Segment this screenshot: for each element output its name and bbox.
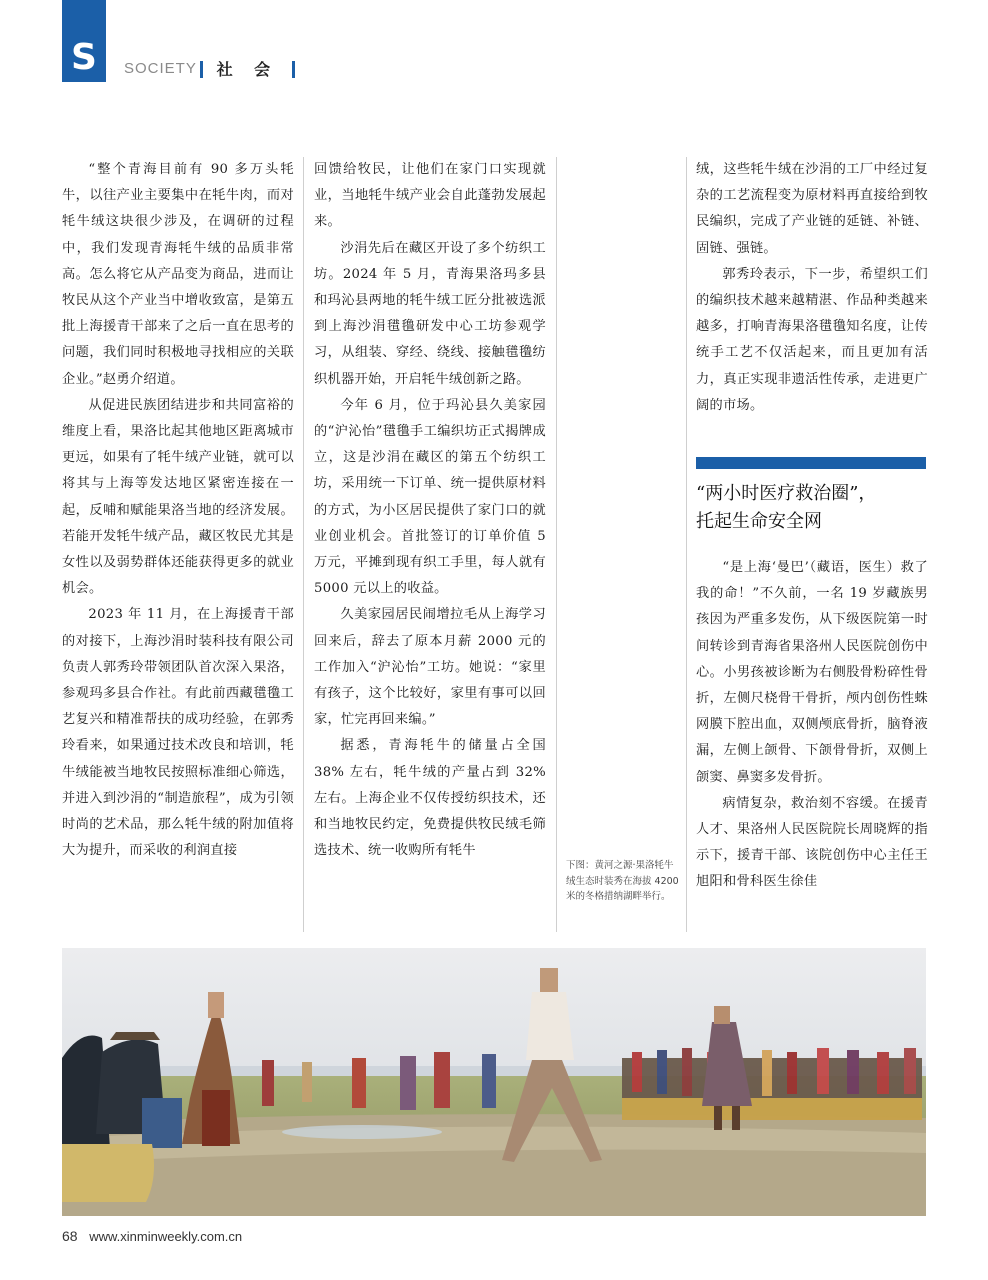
section-name-en: SOCIETY [124,60,197,77]
paragraph: 从促进民族团结进步和共同富裕的维度上看，果洛比起其他地区距离城市更远，如果有了牦牛绒产业链，就可以将其与上海等发达地区紧密连接在一起，反哺和赋能果洛当地的经济发展。若能开发牦牛绒产品，藏区牧民尤其是女性以及弱势群体还能获得更多的就业机会。 [62,397,294,597]
section-divider-right [292,61,295,78]
fashion-show-photo [62,948,926,1216]
section-name-zh [200,57,295,80]
subheading-bar [696,457,926,469]
paragraph: “是上海‘曼巴’（藏语，医生）救了我的命！”不久前，一名 19 岁藏族男孩因为严重多发伤，从下级医院第一时间转诊到青海省果洛州人民医院创伤中心。小男孩被诊断为右侧股骨粉碎性骨折，左侧尺桡骨干骨折，颅内创伤性蛛网膜下腔出血，双侧颅底骨折，脑脊液漏，左侧上颌骨、下颌骨骨折，双侧上颌窦、鼻窦多发骨折。 [696,560,928,785]
paragraph: 据悉，青海牦牛的储量占全国 38% 左右，牦牛绒的产量占到 32% 左右。上海企业不仅传授纺织技术，还和当地牧民约定，免费提供牧民绒毛筛选技术、统一收购所有牦牛 [314,738,546,859]
paragraph: “整个青海目前有 90 多万头牦牛，以往产业主要集中在牦牛肉，而对牦牛绒这块很少涉及，在调研的过程中，我们发现青海牦牛绒的品质非常高。怎么将它从产品变为商品，进而让牧民从这个产业当中增收致富，是第五批上海援青干部来了之后一直在思考的问题，我们同时积极地寻找相应的关联企业。”赵勇介绍道。 [62,162,294,387]
page-footer [62,1228,242,1244]
photo-caption: 下图：黄河之源·果洛牦牛绒生态时装秀在海拔 4200 米的冬格措纳湖畔举行。 [566,860,679,902]
subheading-line: “两小时医疗救治圈”， [696,483,877,504]
paragraph: 沙涓先后在藏区开设了多个纺织工坊。2024 年 5 月，青海果洛玛多县和玛沁县两地的牦牛绒工匠分批被选派到上海沙涓氆氇研发中心工坊参观学习，从组装、穿经、绕线、接触氆氇纺织机器开始，开启牦牛绒创新之路。 [314,240,546,387]
website-url: www.xinminweekly.com.cn [89,1229,243,1244]
page-number: 68 [62,1228,78,1244]
paragraph: 2023 年 11 月，在上海援青干部的对接下，上海沙涓时装科技有限公司负责人郭秀玲带领团队首次深入果洛，参观玛多县合作社。有此前西藏氆氇工艺复兴和精准帮扶的成功经验，在郭秀玲看来，如果通过技术改良和培训，牦牛绒能被当地牧民按照标准细心筛选，并进入到沙涓的“制造旅程”，成为引领时尚的艺术品，那么牦牛绒的附加值将大为提升，而采收的利润直接 [62,607,294,859]
subheading [696,480,930,536]
section-letter: S [71,37,97,78]
article-column-1 [62,157,294,932]
paragraph: 今年 6 月，位于玛沁县久美家园的“沪沁怡”氆氇手工编织坊正式揭牌成立，这是沙涓在藏区的第五个纺织工坊，采用统一下订单、统一提供原材料的方式，为小区居民提供了家门口的就业创业机会。首批签订的订单价值 5 万元，平摊到现有织工手里，每人就有 5000 元以上的收益。 [314,397,546,597]
paragraph: 郭秀玲表示，下一步，希望织工们的编织技术越来越精湛、作品种类越来越多，打响青海果洛氆氇知名度，让传统手工艺不仅活起来，而且更加有活力，真正实现非遗活性传承，走进更广阔的市场。 [696,266,928,413]
section-letter-tab [62,0,106,82]
subheading-line: 托起生命安全网 [696,511,822,532]
column-rule [556,157,557,932]
paragraph: 病情复杂，救治刻不容缓。在援青人才、果洛州人民医院院长周晓辉的指示下，援青干部、该院创伤中心主任王旭阳和骨科医生徐佳 [696,795,928,890]
article-column-3-lower [696,555,928,935]
article-column-2 [314,157,546,932]
column-rule [303,157,304,932]
paragraph: 绒，这些牦牛绒在沙涓的工厂中经过复杂的工艺流程变为原材料再直接给到牧民编织，完成了产业链的延链、补链、固链、强链。 [696,162,928,256]
paragraph: 回馈给牧民，让他们在家门口实现就业，当地牦牛绒产业会自此蓬勃发展起来。 [314,162,546,230]
article-column-3 [696,157,928,427]
section-name-zh-text: 社 会 [216,60,279,79]
paragraph: 久美家园居民闹增拉毛从上海学习回来后，辞去了原本月薪 2000 元的工作加入“沪沁怡”工坊。她说：“家里有孩子，这个比较好，家里有事可以回家，忙完再回来编。” [314,607,546,728]
column-rule [686,157,687,932]
section-divider-left [200,61,203,78]
